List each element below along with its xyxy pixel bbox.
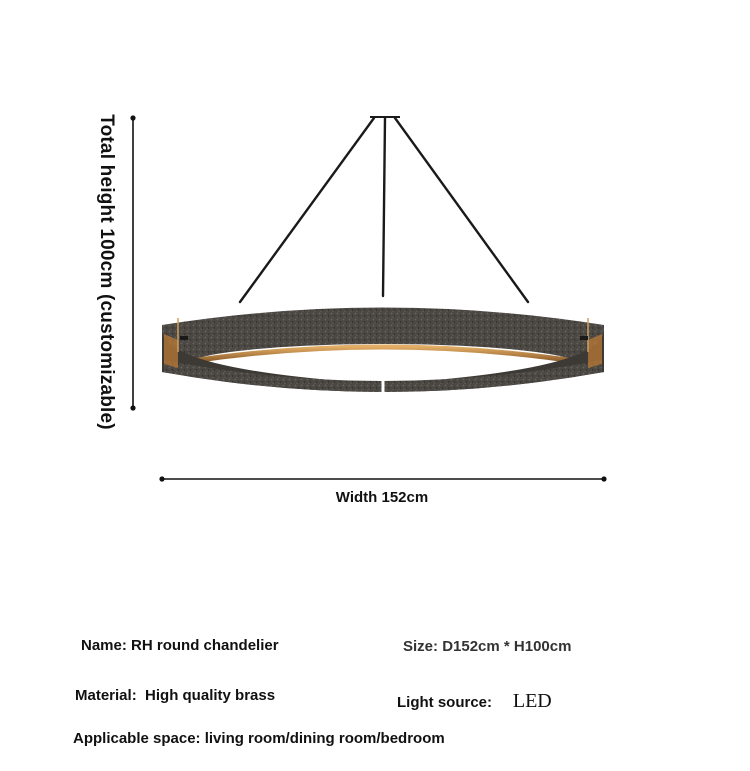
spec-space (73, 730, 445, 747)
spec-size-value: D152cm * H100cm (442, 638, 572, 655)
spec-name (81, 637, 279, 654)
spec-light (397, 690, 552, 713)
height-label: Total height 100cm (customizable) (96, 114, 117, 430)
spec-material-value: High quality brass (145, 687, 276, 704)
spec-light-label: Light source: (397, 694, 493, 711)
suspension-cables (240, 118, 528, 302)
spec-size (403, 638, 571, 655)
spec-space-label: Applicable space: (73, 730, 201, 747)
spec-light-value: LED (512, 690, 552, 712)
spec-size-label: Size: (403, 638, 439, 655)
spec-name-label: Name: (81, 637, 127, 654)
spec-material-label: Material: (75, 687, 137, 704)
spec-name-value: RH round chandelier (131, 637, 279, 654)
width-dimension (159, 476, 606, 481)
spec-space-value: living room/dining room/bedroom (204, 730, 445, 747)
width-label: Width 152cm (335, 489, 429, 506)
height-dimension (130, 115, 135, 410)
spec-material (75, 687, 275, 704)
chandelier-ring (162, 308, 604, 397)
